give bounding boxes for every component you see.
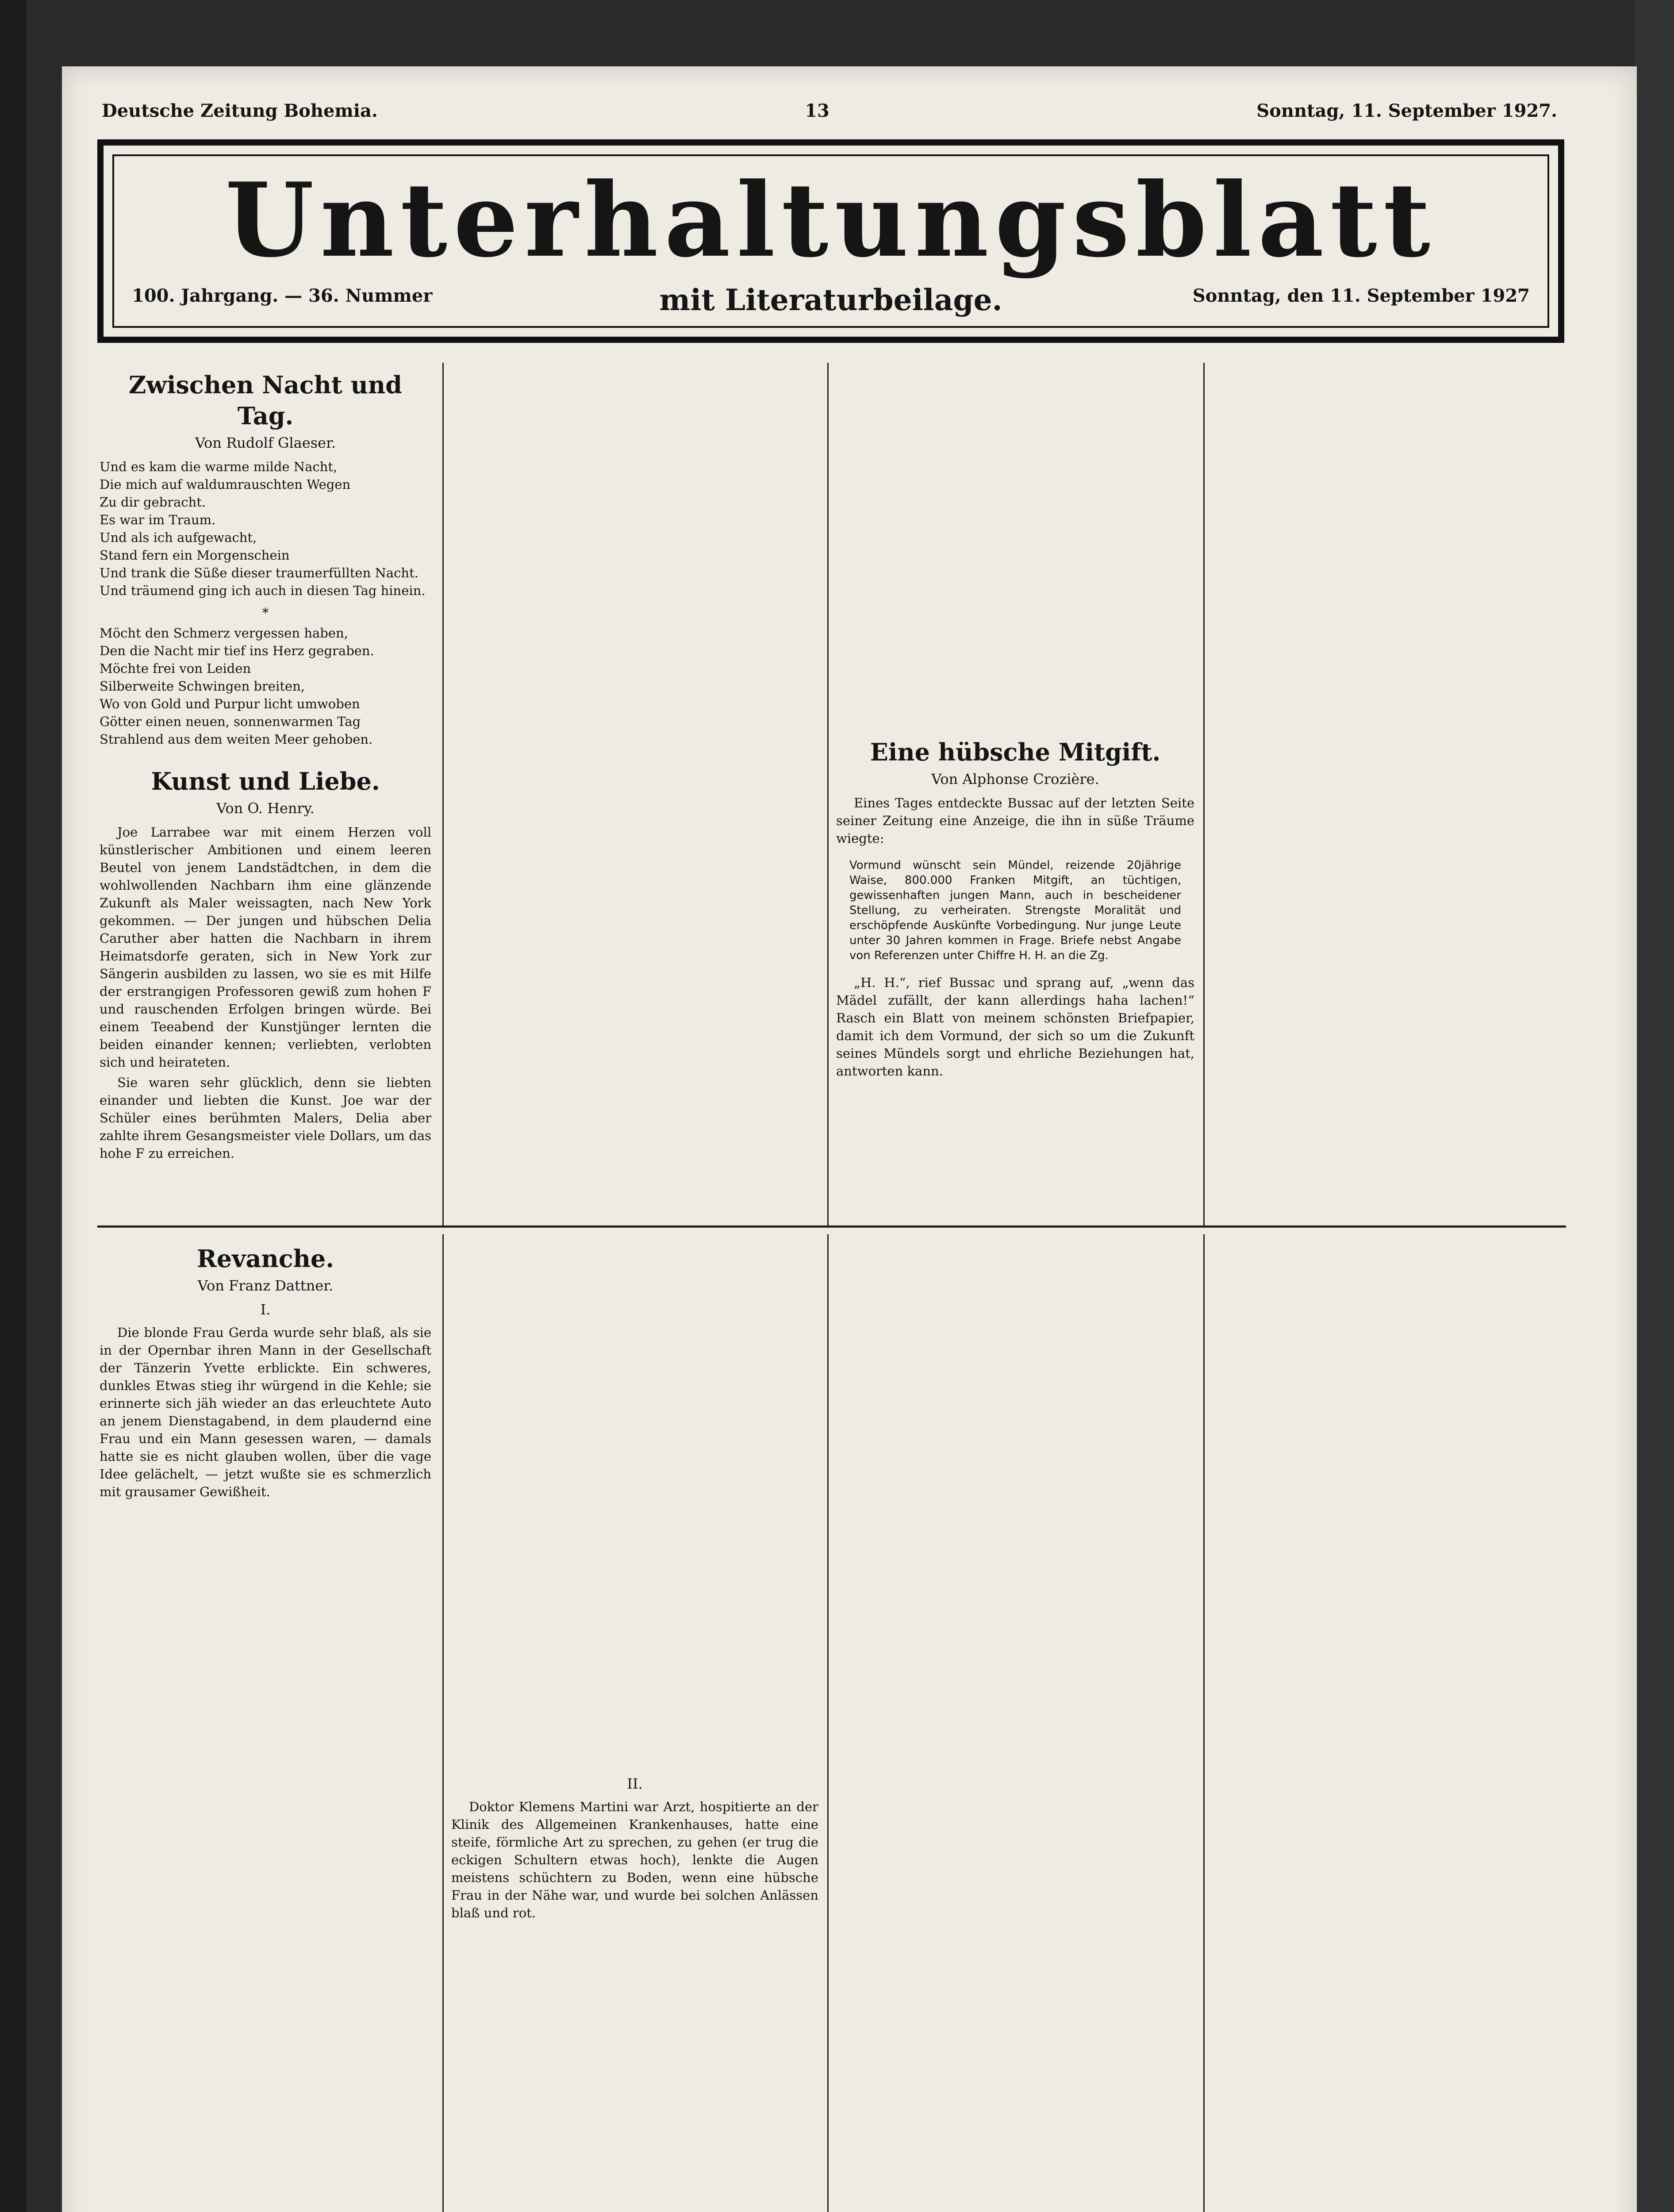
article-byline: Von Rudolf Glaeser. <box>195 434 336 451</box>
poem-line: Möchte frei von Leiden <box>100 661 251 676</box>
poem-line: Zu dir gebracht. <box>100 495 206 510</box>
article-headline: Eine hübsche Mitgift. <box>870 738 1161 766</box>
column-5 <box>100 1239 431 2212</box>
masthead <box>97 139 1564 343</box>
article-paragraph: Eines Tages entdeckte Bussac auf der letzten Seite seiner Zeitung eine Anzeige, die ihn in süße Träume wiegte: <box>836 795 1194 846</box>
column-rule <box>442 363 444 1225</box>
column-rule <box>1203 1234 1205 2212</box>
section-divider <box>97 1225 1566 1228</box>
column-8-continuation <box>1212 1239 1557 2212</box>
article-byline: Von Franz Dattner. <box>197 1277 334 1294</box>
article-byline: Von Alphonse Crozière. <box>931 771 1099 787</box>
column-3-continuation <box>836 365 1194 732</box>
masthead-volume: 100. Jahrgang. — 36. Nummer <box>132 285 433 306</box>
masthead-title: Unterhaltungsblatt <box>225 161 1436 280</box>
column-1 <box>100 365 431 1223</box>
article-paragraph: Sie waren sehr glücklich, denn sie liebten einander und liebten die Kunst. Joe war der Schüler eines berühmten Malers, Delia aber zahlte ihrem Gesangsmeister viele Dollars, um das hohe F zu erreichen. <box>100 1075 431 1161</box>
article-paragraph: Joe Larrabee war mit einem Herzen voll künstlerischer Ambitionen und einem leeren Beutel von jenem Landstädtchen, in dem die wohlwollenden Nachbarn ihm eine glänzende Zukunft als Maler weissagten, nach New York gekommen. — Der jungen und hübschen Delia Caruther aber hatten die Nachbarn in ihrem Heimatsdorfe geraten, sich in New York zur Sängerin ausbilden zu lassen, wo sie es mit Hilfe der erstrangigen Professoren gewiß zum hohen F und rauschenden Erfolgen bringen würde. Bei einem Teeabend der Kunstjünger lernten die beiden einander kennen; verliebten, verlobten sich und heirateten. <box>100 825 431 1070</box>
poem-line: Strahlend aus dem weiten Meer gehoben. <box>100 732 373 747</box>
poem-line: Den die Nacht mir tief ins Herz gegraben. <box>100 643 374 658</box>
poem-stanza-1 <box>100 458 431 599</box>
column-rule <box>827 1234 829 2212</box>
section-number: I. <box>260 1301 271 1318</box>
poem-line: Und trank die Süße dieser traumerfüllten Nacht. <box>100 565 418 580</box>
masthead-date: Sonntag, den 11. September 1927 <box>1192 285 1530 306</box>
poem-separator: * <box>262 605 269 620</box>
poem-line: Stand fern ein Morgenschein <box>100 548 290 563</box>
article-headline: Kunst und Liebe. <box>151 767 380 795</box>
article-headline: Zwischen Nacht und Tag. <box>129 371 402 430</box>
article-paragraph: „H. H.“, rief Bussac und sprang auf, „wenn das Mädel zufällt, der kann allerdings haha lachen!“ Rasch ein Blatt von meinem schönsten Briefpapier, damit ich dem Vormund, der sich so um die Zukunft seines Mündels sorgt und ehrliche Beziehungen hat, antworten kann. <box>836 975 1194 1079</box>
runner-paper-name: Deutsche Zeitung Bohemia. <box>102 100 378 121</box>
page-number: 13 <box>805 100 829 121</box>
poem-line: Die mich auf waldumrauschten Wegen <box>100 477 351 492</box>
poem-line: Möcht den Schmerz vergessen haben, <box>100 626 348 641</box>
poem-line: Götter einen neuen, sonnenwarmen Tag <box>100 714 361 729</box>
article-paragraph: Doktor Klemens Martini war Arzt, hospitierte an der Klinik des Allgemeinen Krankenhauses, hatte eine steife, förmliche Art zu sprechen, zu gehen (er trug die eckigen Schultern etwas hoch), lenkte die Augen meistens schüchtern zu Boden, wenn eine hübsche Frau in der Nähe war, und wurde bei solchen Anlässen blaß und rot. <box>451 1799 818 1920</box>
runner-date: Sonntag, 11. September 1927. <box>1256 100 1557 121</box>
scan-edge-left <box>0 0 27 2212</box>
poem-line: Es war im Traum. <box>100 512 216 527</box>
scan-edge-right <box>1634 0 1674 2212</box>
classified-advertisement: Vormund wünscht sein Mündel, reizende 20jährige Waise, 800.000 Franken Mitgift, an tüchtigen, gewissenhaften jungen Mann, auch in bescheidener Stellung, zu verheiraten. Strengste Moralität und erschöpfende Auskünfte Vorbedingung. Nur junge Leute unter 30 Jahren kommen in Frage. Briefe nebst Angabe von Referenzen unter Chiffre H. H. an die Zg. <box>849 859 1181 962</box>
column-4-continuation <box>1212 365 1557 1223</box>
poem-line: Silberweite Schwingen breiten, <box>100 679 305 694</box>
column-rule <box>1203 363 1205 1225</box>
section-number: II. <box>627 1775 643 1792</box>
column-6-continuation <box>451 1239 818 1770</box>
column-3 <box>836 365 1194 1223</box>
column-rule <box>827 363 829 1225</box>
poem-line: Und es kam die warme milde Nacht, <box>100 459 338 474</box>
poem-stanza-2 <box>100 624 431 748</box>
masthead-subtitle: mit Literaturbeilage. <box>659 283 1002 317</box>
column-7-continuation <box>836 1239 1194 2212</box>
column-rule <box>442 1234 444 2212</box>
column-2-continuation <box>451 365 818 1223</box>
column-6 <box>451 1239 818 2212</box>
article-headline: Revanche. <box>196 1244 334 1273</box>
article-paragraph: Die blonde Frau Gerda wurde sehr blaß, als sie in der Opernbar ihren Mann in der Gesellschaft der Tänzerin Yvette erblickte. Ein schweres, dunkles Etwas stieg ihr würgend in die Kehle; sie erinnerte sich jäh wieder an das erleuchtete Auto an jenem Dienstagabend, in dem plaudernd eine Frau und ein Mann gesessen waren, — damals hatte sie es nicht glauben wollen, über die vage Idee gelächelt, — jetzt wußte sie es schmerzlich mit grausamer Gewißheit. <box>100 1325 431 1499</box>
running-header <box>102 95 1557 126</box>
masthead-inner-border <box>112 154 1549 328</box>
poem-line: Wo von Gold und Purpur licht umwoben <box>100 696 360 711</box>
poem-line: Und träumend ging ich auch in diesen Tag hinein. <box>100 583 426 598</box>
article-byline: Von O. Henry. <box>216 800 315 817</box>
poem-line: Und als ich aufgewacht, <box>100 530 257 545</box>
